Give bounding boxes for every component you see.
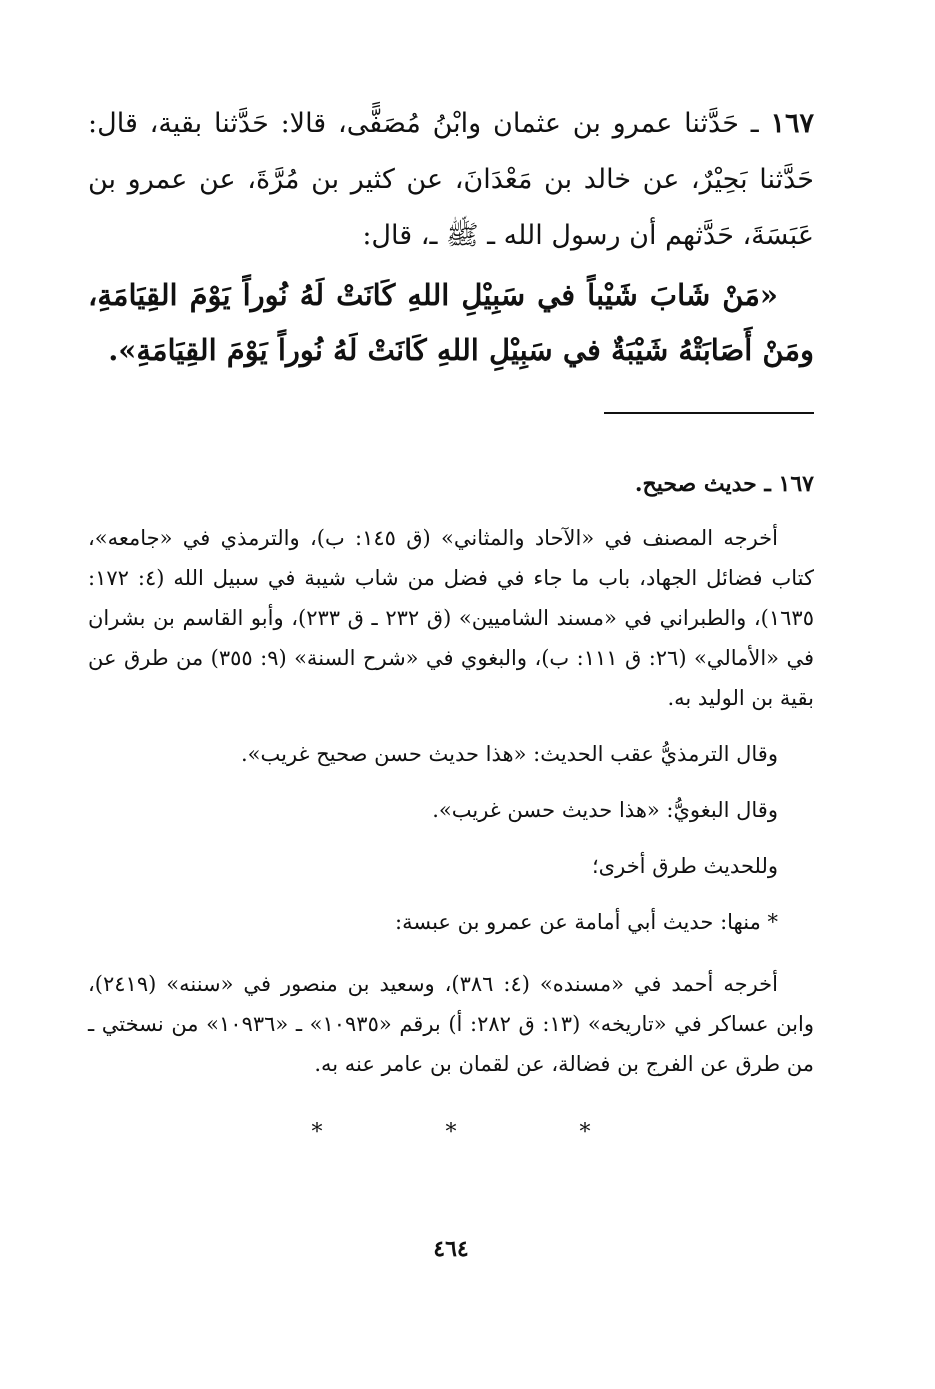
page-number: ٤٦٤: [433, 1236, 469, 1262]
footnote-baghawi-comment: وقال البغويُّ: «هذا حديث حسن غريب».: [432, 798, 778, 822]
footnote-heading: ١٦٧ ـ حديث صحيح.: [634, 471, 814, 497]
footnotes-section: [88, 464, 814, 1084]
footnote-divider: [604, 412, 814, 414]
hadith-number: ١٦٧: [770, 108, 814, 139]
footnote-other-routes: وللحديث طرق أخرى؛: [592, 854, 778, 878]
footnote-tirmidhi-comment: وقال الترمذيُّ عقب الحديث: «هذا حديث حسن صحيح غريب».: [240, 742, 778, 766]
hadith-matn: «مَنْ شَابَ شَيْباً في سَبِيْلِ اللهِ كَانَتْ لَهُ نُوراً يَوْمَ القِيَامَةِ، ومَنْ أَصَابَتْهُ شَيْبَةٌ في سَبِيْلِ اللهِ كَانَتْ لَهُ نُوراً يَوْمَ القِيَامَةِ».: [88, 278, 814, 367]
footnote-takhrij: أخرجه المصنف في «الآحاد والمثاني» (ق ١٤٥: ب)، والترمذي في «جامعه»، كتاب فضائل الجهاد، باب ما جاء في فضل من شاب شيبة في سبيل الله (٤: ١٧٢: ١٦٣٥)، والطبراني في «مسند الشاميين» (ق ٢٣٢ ـ ق ٢٣٣)، وأبو القاسم بن بشران في «الأمالي» (٢٦: ق ١١١: ب)، والبغوي في «شرح السنة» (٩: ٣٥٥) من طرق عن بقية بن الوليد به.: [88, 526, 814, 710]
footnote-ahmad-takhrij: أخرجه أحمد في «مسنده» (٤: ٣٨٦)، وسعيد بن منصور في «سننه» (٢٤١٩)، وابن عساكر في «تاريخه» (١٣: ق ٢٨٢: أ) برقم «١٠٩٣٥» ـ «١٠٩٣٦» من نسختي ـ من طرق عن الفرج بن فضالة، عن لقمان بن عامر عنه به.: [88, 972, 814, 1076]
section-separator-stars: * * *: [311, 1120, 649, 1145]
book-page: [88, 96, 814, 1356]
hadith-isnad: ـ حَدَّثنا عمرو بن عثمان وابْنُ مُصَفًّى، قالا: حَدَّثنا بقية، قال: حَدَّثنا بَحِيْرٌ، عن خالد بن مَعْدَانَ، عن كثير بن مُرَّةَ، عن عمرو بن عَبَسَةَ، حَدَّثهم أن رسول الله ـ ﷺ ـ، قال:: [88, 108, 814, 251]
hadith-isnad-paragraph: [88, 96, 814, 264]
footnote-abu-umama: * منها: حديث أبي أمامة عن عمرو بن عبسة:: [395, 910, 778, 934]
